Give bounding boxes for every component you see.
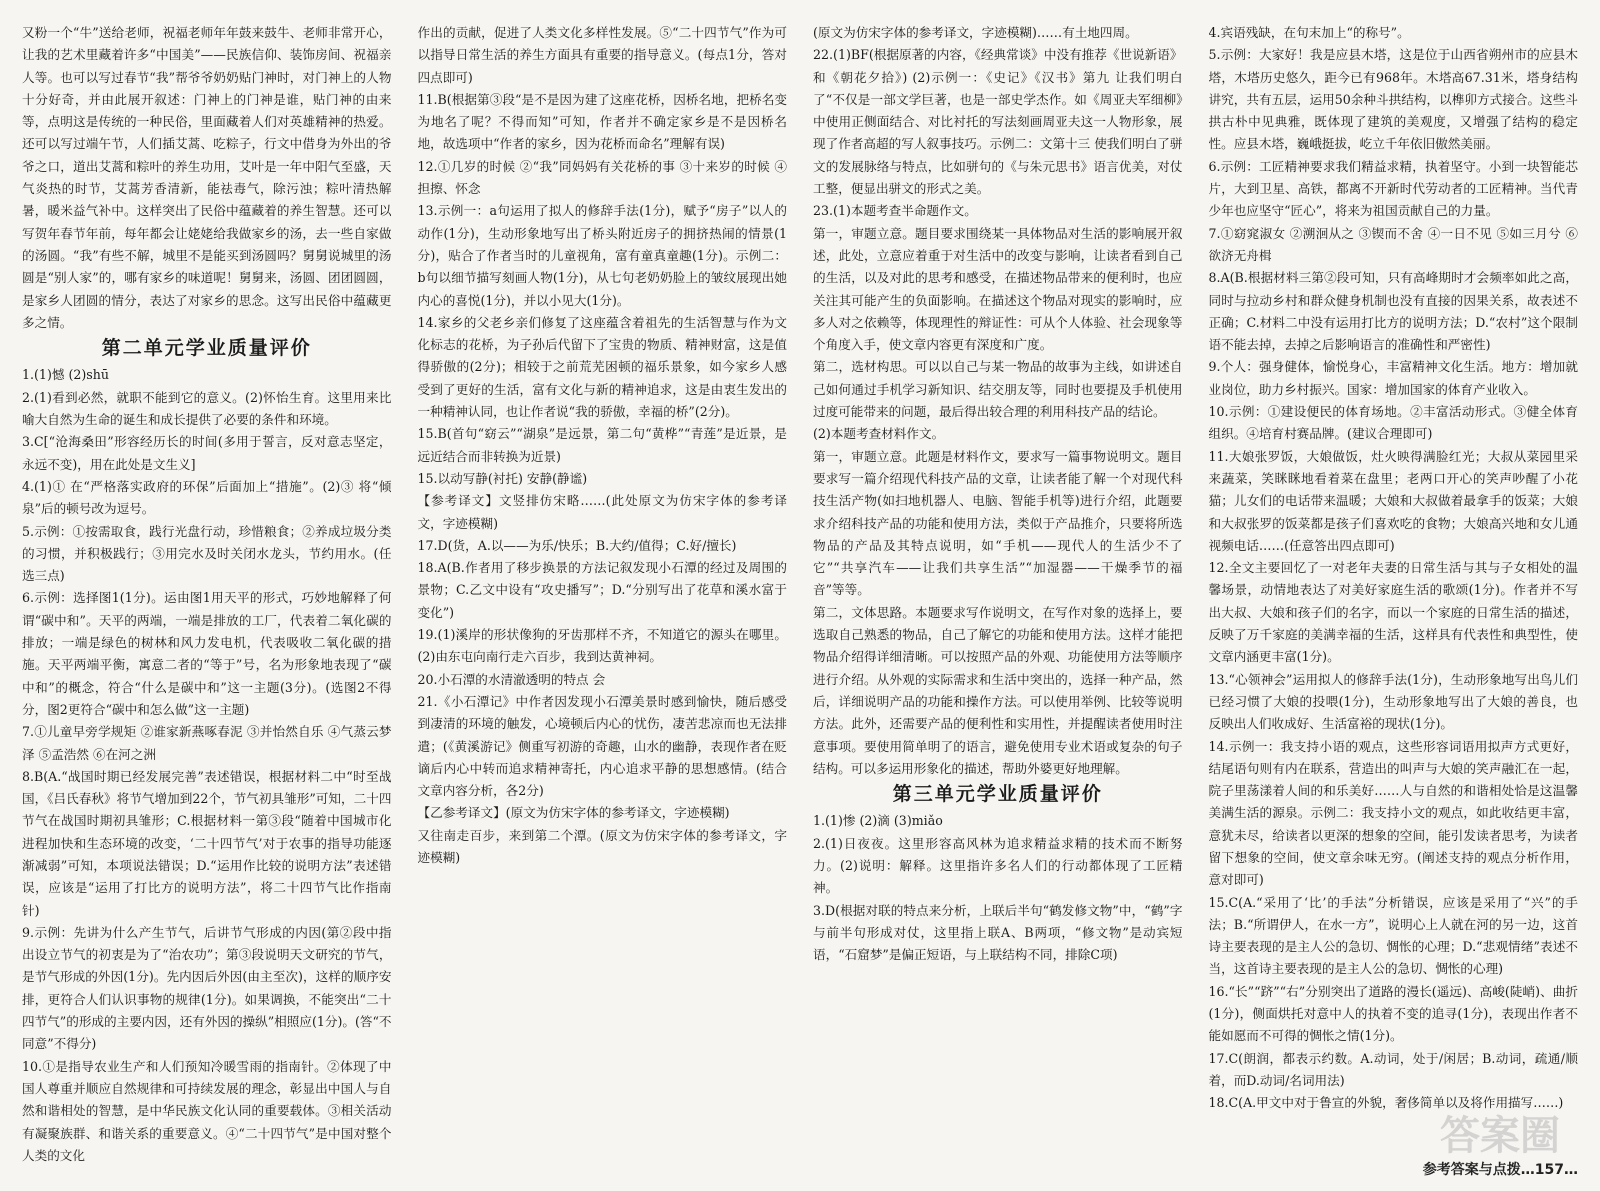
- answer-item: 22.(1)BF(根据原著的内容，《经典常谈》中没有推荐《世说新语》和《朝花夕拾》) (2)示例一：《史记》《汉书》第九 让我们明白了“不仅是一部文学巨著，也是一部史学杰作。如《周亚夫军细柳》中使用正侧面结合、对比衬托的写法刻画周亚夫这一人物形象，展现了作者高超的写人叙事技巧。示例二：文第十三 使我们明白了骈文的发展脉络与特点，比如骈句的《与朱元思书》语言优美，对仗工整，便显出骈文的形式之美。: [813, 47, 1183, 197]
- section-heading-unit-2: 第二单元学业质量评价: [101, 337, 312, 360]
- answer-item: 又往南走百步，来到第二个潭。(原文为仿宋字体的参考译文，字迹模糊): [417, 827, 787, 865]
- answer-item: 17.D(货，A.以——为乐/快乐；B.大约/值得；C.好/擅长): [417, 537, 737, 553]
- answer-item: 第二，文体思路。本题要求写作说明文，在写作对象的选择上，要选取自己熟悉的物品，自己了解它的功能和使用方法。这样才能把物品介绍得详细清晰。可以按照产品的外观、功能使用方法等顺序进行介绍。从外观的实际需求和生活中突出的，选择一种产品，然后，详细说明产品的功能和操作方法。可以使用举例、比较等说明方法。此外，还需要产品的便利性和实用性，并提醒读者使用时注意事项。要使用简单明了的语言，避免使用专业术语或复杂的句子结构。可以多运用形象化的描述，帮助外婆更好地理解。: [813, 604, 1183, 776]
- column-3: [813, 22, 1183, 1167]
- answer-item: 15.C(A.“采用了‘比’的手法”分析错误，应该是采用了“兴”的手法；B.“所谓伊人，在水一方”，说明心上人就在河的另一边，这首诗主要表现的是主人公的急切、惆怅的心理；D.“悲观情绪”表述不当，这首诗主要表现的是主人公的急切、惆怅的心理): [1208, 894, 1578, 977]
- answer-item: 7.①窈窕淑女 ②溯洄从之 ③锲而不舍 ④一日不见 ⑤如三月兮 ⑥欲济无舟楫: [1208, 225, 1578, 263]
- text-columns: [22, 22, 1578, 1167]
- answer-item: 5.示例：大家好！我是应县木塔，这是位于山西省朔州市的应县木塔，木塔历史悠久，距今已有968年。木塔高67.31米，塔身结构讲究，共有五层，运用50余种斗拱结构，以榫卯方式接合。这些斗拱古朴中见典雅，既体现了建筑的美观度，又增强了结构的稳定性。应县木塔，巍峨挺拔，屹立千年依旧傲然美丽。: [1208, 47, 1578, 152]
- answer-item: 第二，选材构思。可以以自己与某一物品的故事为主线，如讲述自己如何通过手机学习新知识、结交朋友等，同时也要提及手机使用过度可能带来的问题，最后得出较合理的利用科技产品的结论。: [813, 359, 1183, 420]
- answer-item: 8.B(A.“战国时期已经发展完善”表述错误，根据材料二中“时至战国，《吕氏春秋》将节气增加到22个，节气初具雏形”可知，二十四节气在战国时期初具雏形；C.根据材料一第③段“随着中国城市化进程加快和生态环境的改变，‘二十四节气’对于农事的指导功能逐渐减弱”可知，本项说法错误；D.“运用作比较的说明方法”表述错误，应该是“运用了打比方的说明方法”，将二十四节气比作指南针): [22, 768, 392, 918]
- answer-item: 1.(1)惨 (2)滴 (3)miǎo: [813, 813, 943, 829]
- answer-item: (2)本题考查材料作文。: [813, 426, 945, 442]
- answer-item: 3.D(根据对联的特点来分析，上联后半句“鹤发修文物”中，“鹤”字与前半句形成对仗，这里指上联A、B两项，“修文物”是动宾短语，“石窟梦”是偏正短语，与上联结构不同，排除C项): [813, 902, 1183, 963]
- column-4: [1209, 22, 1579, 1167]
- column-2: [418, 22, 788, 1167]
- answer-item: 7.①儿童早旁学规矩 ②谁家新燕啄春泥 ③并怡然自乐 ④气蒸云梦泽 ⑤孟浩然 ⑥在河之洲: [22, 724, 392, 762]
- answer-item: 11.大娘张罗饭，大娘做饭，灶火映得满脸红光；大叔从菜园里采来蔬菜，笑眯眯地看着菜在盘里；老两口开心的笑声吵醒了小花猫；儿女们的电话带来温暖；大娘和大叔做着最拿手的饭菜；大娘和大叔张罗的饭菜都是孩子们喜欢吃的食物；大娘高兴地和女儿通视频电话……(任意答出四点即可): [1208, 448, 1578, 553]
- answer-item: 4.(1)① 在“严格落实政府的环保”后面加上“措施”。(2)③ 将“倾泉”后的顿号改为逗号。: [22, 478, 392, 517]
- watermark-logo: 答案圈: [1440, 1113, 1560, 1159]
- answer-item: 15.B(首句“窈云”“湖泉”是远景，第二句“黄桦”“青莲”是近景，是远近结合而非转换为近景): [417, 426, 787, 464]
- answer-item: 作出的贡献，促进了人类文化多样性发展。⑤“二十四节气”作为可以指导日常生活的养生方面具有重要的指导意义。(每点1分，答对四点即可): [417, 25, 787, 85]
- answer-item: 4.宾语残缺，在句末加上“的称号”。: [1208, 25, 1410, 40]
- answer-item: 5.示例：①按需取食，践行光盘行动，珍惜粮食；②养成垃圾分类的习惯，并积极践行；③用完水及时关闭水龙头，节约用水。(任选三点): [22, 523, 392, 584]
- answer-item: 6.示例：工匠精神要求我们精益求精，执着坚守。小到一块智能芯片，大到卫星、高铁，都离不开新时代劳动者的工匠精神。当代青少年也应坚守“匠心”，将来为祖国贡献自己的力量。: [1208, 158, 1578, 219]
- answer-item: 2.(1)看到必然，就职不能到它的意义。(2)怀怡生育。这里用来比喻大自然为生命的诞生和成长提供了必要的条件和环境。: [22, 389, 392, 428]
- answer-item: 11.B(根据第③段“是不是因为建了这座花桥，因桥名地，把桥名变为地名了呢？不得而知”可知，作者并不确定家乡是不是因桥名地，故选项中“作者的家乡，因为花桥而命名”理解有误): [417, 91, 787, 152]
- answer-item: 16.“长”“跻”“右”分别突出了道路的漫长(遥远)、高峻(陡峭)、曲折(1分)，侧面烘托对意中人的执着不变的追寻(1分)，表现出作者不能如愿而不可得的惆怅之情(1分)。: [1208, 983, 1578, 1044]
- answer-item: 13.示例一：a句运用了拟人的修辞手法(1分)，赋予“房子”以人的动作(1分)，生动形象地写出了桥头附近房子的拥挤热闹的情景(1分)，贴合了作者当时的儿童视角，富有童真童趣(1分)。示例二：b句以细节描写刻画人物(1分)，从七句老奶奶脸上的皱纹展现出她内心的喜悦(1分)，并以小见大(1分)。: [417, 203, 787, 308]
- answer-item: 14.示例一：我支持小语的观点，这些形容词语用拟声方式更好，结尾语句则有内在联系，营造出的叫声与大娘的笑声融汇在一起，院子里荡漾着人间的和乐美好……人与自然的和谐相处恰是这温馨美满生活的源泉。示例二：我支持小文的观点，如此收结更丰富，意犹未尽，给读者以更深的想象的空间，能引发读者思考，为读者留下想象的空间，使文章余味无穷。(阐述支持的观点分析作用，意对即可): [1208, 738, 1578, 888]
- answer-item: (原文为仿宋字体的参考译文，字迹模糊)……有土地四周。: [813, 25, 1138, 40]
- answer-item: 9.示例：先讲为什么产生节气，后讲节气形成的内因(第②段中指出设立节气的初衷是为了“治农功”；第③段说明天文研究的节气，是节气形成的外因(1分)。先内因后外因(由主至次)，这样的顺序安排，更符合人们认识事物的规律(1分)。如果调换，不能突出“二十四节气”的形成的主要内因，还有外因的操纵”相照应(1分)。(答“不同意”不得分): [22, 924, 392, 1052]
- answer-item: 15.以动写静(衬托) 安静(静谧): [417, 470, 588, 486]
- answer-item: 17.C(朗润，都表示约数。A.动词，处于/闲居；B.动词，疏通/顺着，而D.动词/名词用法): [1208, 1050, 1578, 1088]
- answer-item: 23.(1)本题考查半命题作文。: [813, 203, 977, 219]
- answer-item: 【乙参考译文】(原文为仿宋字体的参考译文，字迹模糊): [417, 805, 730, 821]
- answer-item: 2.(1)日夜夜。这里形容高风林为追求精益求精的技术而不断努力。(2)说明：解释。这里指许多名人们的行动都体现了工匠精神。: [813, 835, 1183, 896]
- answer-item: 第一，审题立意。此题是材料作文，要求写一篇事物说明文。题目要求写一篇介绍现代科技产品的文章，让读者能了解一个对现代科技生活产物(如扫地机器人、电脑、智能手机等)进行介绍，此题要求介绍科技产品的功能和使用方法，类似于产品推介，只要将所选物品的产品及其特点说明，如“手机——现代人的生活少不了它”“共享汽车——让我们共享生活”“加湿器——干燥季节的福音”等等。: [813, 448, 1183, 598]
- page-footer: 参考答案与点拨…157…: [1422, 1162, 1578, 1178]
- answer-item: 12.全文主要回忆了一对老年夫妻的日常生活与其与子女相处的温馨场景，动情地表达了对美好家庭生活的歌颂(1分)。作者并不写出大叔、大娘和孩子们的名字，而以一个家庭的日常生活的描述，反映了万千家庭的美满幸福的生活，这样具有代表性和典型性，使文章内涵更丰富(1分)。: [1208, 560, 1578, 665]
- answer-item: 14.家乡的父老乡亲们修复了这座蕴含着祖先的生活智慧与作为文化标志的花桥，为子孙后代留下了宝贵的物质、精神财富，这是值得骄傲的(2分)；相较于之前荒芜困顿的福乐景象，如今家乡人感受到了更好的生活，富有文化与新的精神追求，这是由衷生发出的一种精神认同，也让作者说“我的骄傲，幸福的桥”(2分)。: [417, 314, 787, 420]
- answer-item: 【参考译文】文竖排仿宋略……(此处原文为仿宋字体的参考译文，字迹模糊): [417, 493, 787, 531]
- answer-item: 21.《小石潭记》中作者因发现小石潭美景时感到愉快，随后感受到凄清的环境的触发，心境顿后内心的忧伤，凄苦悲凉而也无法排遣；(《黄溪游记》侧重写初游的奇趣，山水的幽静，表现作者在贬谪后内心中转而追求精神寄托，内心追求平静的思想感情。(结合文章内容分析，各2分): [417, 693, 787, 799]
- answer-item: 18.C(A.甲文中对于鲁宣的外貌，奢侈简单以及将作用描写……): [1208, 1095, 1564, 1111]
- answer-item: 第一，审题立意。题目要求围绕某一具体物品对生活的影响展开叙述，此处，立意应着重于对生活中的改变与影响，让读者看到自己的生活，以及对此的思考和感受，在描述物品带来的便利时，也应关注其可能产生的负面影响。在描述这个物品对现实的影响时，应多人对之依赖等，体现理性的辩证性：可从个人体验、社会现象等个角度入手，使文章内容更有深度和广度。: [813, 225, 1183, 353]
- answer-item: 18.A(B.作者用了移步换景的方法记叙发现小石潭的经过及周围的景物；C.乙文中设有“攻史播写”；D.“分别写出了花草和溪水富于变化”): [417, 560, 787, 620]
- column-1: [22, 22, 392, 1167]
- answer-item: 8.A(B.根据材料三第②段可知，只有高峰期时才会频率如此之高，同时与拉动乡村和群众健身机制也没有直接的因果关系，故表述不正确；C.材料二中没有运用打比方的说明方法；D.“农村”这个限制语不能去掉，去掉之后影响语言的准确性和严密性): [1208, 270, 1578, 353]
- answer-item: 1.(1)憾 (2)shū: [22, 367, 109, 383]
- paragraph: 又粉一个“牛”送给老师，祝福老师年年鼓来鼓牛、老师非常开心，让我的艺术里藏着许多“中国美”——民族信仰、装饰房间、祝福亲人等。也可以写过春节“我”帮爷爷奶奶贴门神时，对门神上的人物十分好奇，并由此展开叙述：门神上的门神是谁，贴门神的由来等，点明这是传统的一种民俗，里面藏着人们对英雄精神的热爱。还可以写过端午节，人们插艾蒿、吃粽子，行文中借身为外出的爷爷之口，道出艾蒿和粽叶的养生功用，艾叶是一年中阳气至盛，天气炎热的时节，艾蒿芳香清新，能祛毒气，除污浊；粽叶清热解暑，暖米益气补中。这样突出了民俗中蕴藏着的养生智慧。还可以写贺年春节年前，每年都会让姥姥给我做家乡的汤，去一些自家做的汤圆。“我”有些不解，城里不是能买到汤圆吗？舅舅说城里的汤圆是“别人家”的，哪有家乡的味道呢！舅舅来，汤圆、团团圆圆，是家乡人团圆的情分，表达了对家乡的思念。这写出民俗中蕴藏更多之情。: [22, 25, 392, 330]
- answer-item: 9.个人：强身健体，愉悦身心，丰富精神文化生活。地方：增加就业岗位，助力乡村振兴。国家：增加国家的体育产业收入。: [1208, 359, 1578, 397]
- section-heading-unit-3: 第三单元学业质量评价: [892, 783, 1103, 806]
- answer-item: 10.示例：①建设便民的体育场地。②丰富活动形式。③健全体育组织。④培育村赛品牌。(建议合理即可): [1208, 404, 1578, 442]
- answer-item: 6.示例：选择图1(1分)。运由图1用天平的形式，巧妙地解释了何谓“碳中和”。天平的两端，一端是排放的工厂，代表着二氧化碳的排放；一端是绿色的树林和风力发电机，代表吸收二氧化碳的措施。天平两端平衡，寓意二者的“等于”号，名为形象地表现了“碳中和”的概念，符合“什么是碳中和”这一主题(3分)。(选图2不得分，图2更符合“碳中和怎么做”这一主题): [22, 590, 392, 717]
- answer-item: 13.“心领神会”运用拟人的修辞手法(1分)，生动形象地写出鸟儿们已经习惯了大娘的投喂(1分)，生动形象地写出了大娘的善良，也反映出人们收成好、生活富裕的现状(1分)。: [1208, 671, 1578, 732]
- answer-item: 3.C[“沧海桑田”形容经历长的时间(多用于誓言，反对意志坚定，永远不变)，用在此处是文生义]: [22, 434, 392, 472]
- answer-item: 20.小石潭的水清澈透明的特点 会: [417, 671, 606, 687]
- answer-item: 12.①几岁的时候 ②“我”同妈妈有关花桥的事 ③十来岁的时候 ④担擦、怀念: [417, 158, 787, 197]
- answer-item: 19.(1)溪岸的形状像狗的牙齿那样不齐，不知道它的源头在哪里。(2)由东屯向南行走六百步，我到达黄神祠。: [417, 627, 787, 665]
- answer-item: 10.①是指导农业生产和人们预知冷暖雪雨的指南针。②体现了中国人尊重并顺应自然规律和可持续发展的理念，彰显出中国人与自然和谐相处的智慧，是中华民族文化认同的重要载体。③相关活动有凝聚族群、和谐关系的重要意义。④“二十四节气”是中国对整个人类的文化: [22, 1058, 392, 1163]
